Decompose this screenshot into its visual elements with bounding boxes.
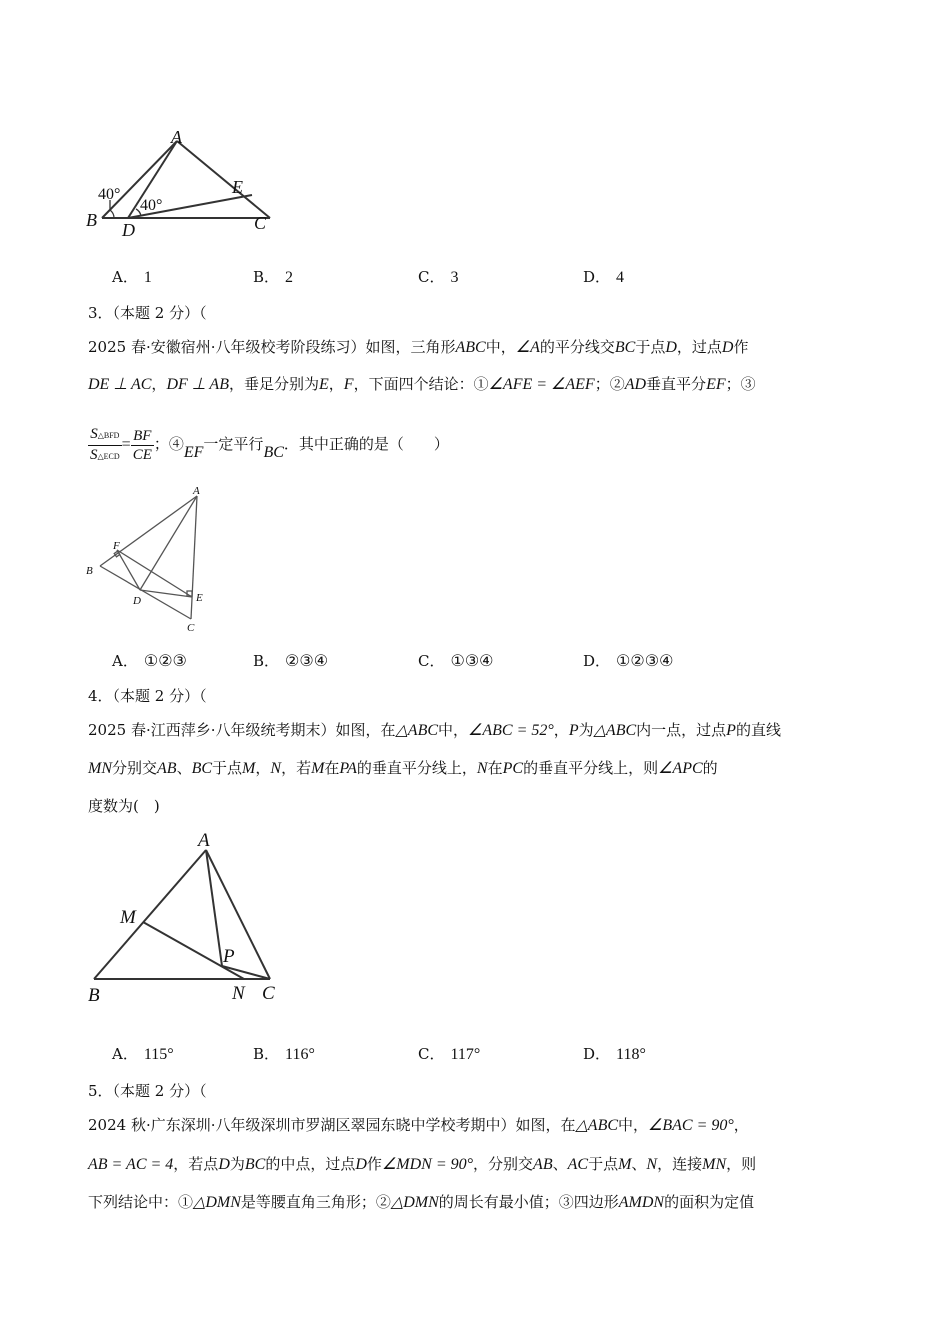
- q5-line2: AB = AC = 4，若点D为BC的中点，过点D作∠MDN = 90°，分别交AB、AC于点M、N，连接MN，则: [88, 1155, 757, 1173]
- q2-option-a[interactable]: A． 1: [112, 268, 152, 286]
- q4-option-c[interactable]: C． 117°: [418, 1045, 481, 1063]
- fig1-label-B: B: [86, 210, 97, 230]
- q5-header: 5．（本题 2 分）（: [88, 1082, 207, 1100]
- q5-line1: 2024 秋·广东深圳·八年级深圳市罗湖区翠园东晓中学校考期中）如图，在△ABC中，∠BAC = 90°，: [88, 1116, 749, 1134]
- q4-option-b[interactable]: B． 116°: [253, 1045, 315, 1063]
- fig4-label-M: M: [120, 907, 136, 928]
- fig1-label-D: D: [122, 220, 135, 240]
- fig1-angle-40-1: 40°: [98, 186, 121, 203]
- q4-line2: MN分别交AB、BC于点M，N，若M在PA的垂直平分线上，N在PC的垂直平分线上，则∠APC的: [88, 759, 718, 777]
- q4-option-d[interactable]: D． 118°: [583, 1045, 646, 1063]
- fig3-label-D: D: [133, 595, 141, 607]
- fig1-label-A: A: [171, 127, 182, 147]
- q2-option-b[interactable]: B． 2: [253, 268, 294, 286]
- q3-line3: $\frac{\text{S△BFD}}{\text{S△ECD}}$ = $\frac{BF}{CE}$ ；④EF一定平行BC．其中正确的是（ ）: [88, 424, 449, 466]
- fig4-label-P: P: [223, 946, 235, 967]
- fig4-label-B: B: [88, 985, 100, 1006]
- q3-option-d[interactable]: D． ①②③④: [583, 652, 674, 670]
- fig3-label-B: B: [86, 565, 93, 577]
- fig3-label-C: C: [187, 622, 195, 634]
- fig1-label-E: E: [232, 177, 243, 197]
- q3-header: 3．（本题 2 分）（: [88, 304, 207, 322]
- q4-line1: 2025 春·江西萍乡·八年级统考期末）如图，在△ABC中，∠ABC = 52°，P为△ABC内一点，过点P的直线: [88, 721, 781, 739]
- figure-q3-triangle: [82, 482, 217, 634]
- fig3-label-E: E: [196, 592, 203, 604]
- q5-line3: 下列结论中：①△DMN是等腰直角三角形；②△DMN的周长有最小值；③四边形AMDN的面积为定值: [88, 1193, 755, 1211]
- q3-option-c[interactable]: C． ①③④: [418, 652, 494, 670]
- q3-line2: DE ⊥ AC，DF ⊥ AB，垂足分别为E，F，下面四个结论：①∠AFE = ∠AEF；②AD垂直平分EF；③: [88, 375, 756, 393]
- q3-area-fraction: $\frac{\text{S△BFD}}{\text{S△ECD}}$: [90, 425, 120, 463]
- q3-option-b[interactable]: B． ②③④: [253, 652, 329, 670]
- fig4-label-C: C: [262, 983, 275, 1004]
- figure-q2-triangle: [80, 125, 280, 240]
- fig3-label-F: F: [113, 540, 120, 552]
- figure-q4-triangle: [82, 826, 282, 1006]
- q3-ratio-fraction: $\frac{BF}{CE}$: [132, 427, 152, 463]
- q3-option-a[interactable]: A． ①②③: [112, 652, 187, 670]
- fig3-label-A: A: [193, 485, 200, 497]
- fig4-label-N: N: [232, 983, 245, 1004]
- q3-line1: 2025 春·安徽宿州·八年级校考阶段练习）如图，三角形ABC中，∠A的平分线交BC于点D，过点D作: [88, 338, 749, 356]
- q4-option-a[interactable]: A． 115°: [112, 1045, 174, 1063]
- q2-option-d[interactable]: D． 4: [583, 268, 625, 286]
- q2-option-c[interactable]: C． 3: [418, 268, 459, 286]
- fig1-angle-40-2: 40°: [140, 197, 163, 214]
- q4-header: 4．（本题 2 分）（: [88, 687, 207, 705]
- fig1-label-C: C: [254, 213, 267, 233]
- q4-line3: 度数为( ): [88, 797, 160, 815]
- fig4-label-A: A: [198, 830, 210, 851]
